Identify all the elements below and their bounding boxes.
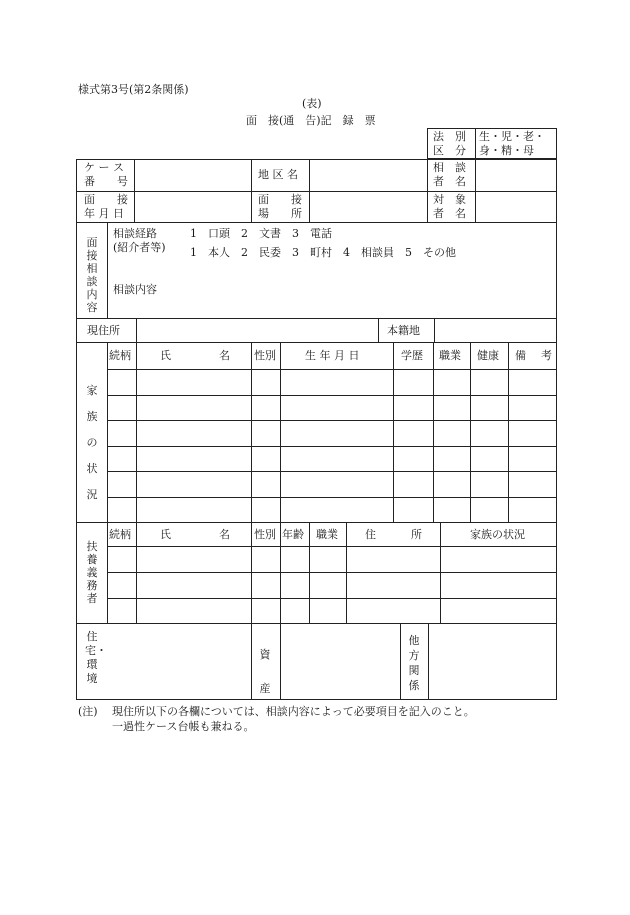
side-label: (表) bbox=[302, 97, 322, 110]
interview-place-label-top: 面 接 bbox=[258, 193, 302, 206]
supporter-name-header-a: 氏 bbox=[160, 528, 171, 541]
family-section-label: 家族の状況 bbox=[86, 384, 98, 501]
family-birth-header: 生 年 月 日 bbox=[305, 349, 360, 362]
supporter-family-status-header: 家族の状況 bbox=[470, 528, 525, 541]
supporter-job-header: 職業 bbox=[316, 528, 338, 541]
family-note-header-b: 考 bbox=[541, 349, 552, 362]
form-title: 面 接(通 告)記 録 票 bbox=[246, 114, 376, 127]
consultation-section-label: 面接相談内容 bbox=[86, 236, 98, 314]
supporter-address-header-a: 住 bbox=[365, 528, 376, 541]
consultation-content-label: 相談内容 bbox=[113, 283, 157, 296]
notes-line-1: 現住所以下の各欄については、相談内容によって必要項目を記入のこと。 bbox=[112, 705, 475, 718]
form-number: 様式第3号(第2条関係) bbox=[78, 83, 189, 96]
referrer-label: (紹介者等) bbox=[113, 241, 166, 254]
family-job-header: 職業 bbox=[439, 349, 461, 362]
interview-date-label-top: 面 接 bbox=[84, 193, 128, 206]
family-health-header: 健康 bbox=[477, 349, 499, 362]
family-education-header: 学歴 bbox=[401, 349, 423, 362]
housing-label: 住宅・環境 bbox=[85, 630, 107, 685]
consulter-label-bottom: 者 名 bbox=[433, 175, 466, 188]
interview-date-label-bottom: 年 月 日 bbox=[84, 207, 124, 220]
notes-line-2: 一過性ケース台帳も兼ねる。 bbox=[112, 720, 255, 733]
registry-label: 本籍地 bbox=[387, 324, 420, 337]
target-label-top: 対 象 bbox=[433, 193, 466, 206]
area-name-label: 地 区 名 bbox=[258, 168, 298, 181]
supporter-age-header: 年齢 bbox=[282, 528, 304, 541]
case-number-label-top: ケ ー ス bbox=[84, 161, 124, 174]
route-options: 1 口頭 2 文書 3 電話 bbox=[190, 227, 332, 240]
family-sex-header: 性別 bbox=[254, 349, 276, 362]
family-relation-header: 続柄 bbox=[109, 349, 131, 362]
assets-label: 資産 bbox=[259, 648, 271, 695]
target-label-bottom: 者 名 bbox=[433, 207, 466, 220]
supporters-section-label: 扶養義務者 bbox=[86, 540, 98, 605]
referrer-options: 1 本人 2 民委 3 町村 4 相談員 5 その他 bbox=[190, 246, 456, 259]
route-label: 相談経路 bbox=[113, 227, 157, 240]
family-note-header-a: 備 bbox=[515, 349, 526, 362]
case-number-label-bottom: 番 号 bbox=[84, 175, 128, 188]
supporter-relation-header: 続柄 bbox=[109, 528, 131, 541]
consulter-label-top: 相 談 bbox=[433, 161, 466, 174]
supporter-address-header-b: 所 bbox=[411, 528, 422, 541]
law-class-values-top: 生・児・老・ bbox=[479, 130, 545, 143]
family-name-header-b: 名 bbox=[219, 349, 230, 362]
supporter-sex-header: 性別 bbox=[254, 528, 276, 541]
law-class-values-bottom: 身・精・母 bbox=[479, 144, 534, 157]
other-relations-label: 他方関係 bbox=[408, 634, 420, 692]
family-name-header-a: 氏 bbox=[160, 349, 171, 362]
interview-place-label-bottom: 場 所 bbox=[258, 207, 302, 220]
law-class-label-bottom: 区 分 bbox=[433, 144, 466, 157]
law-class-label-top: 法 別 bbox=[433, 130, 466, 143]
current-address-label: 現住所 bbox=[87, 324, 120, 337]
supporter-name-header-b: 名 bbox=[219, 528, 230, 541]
notes-label: (注) bbox=[78, 705, 98, 718]
